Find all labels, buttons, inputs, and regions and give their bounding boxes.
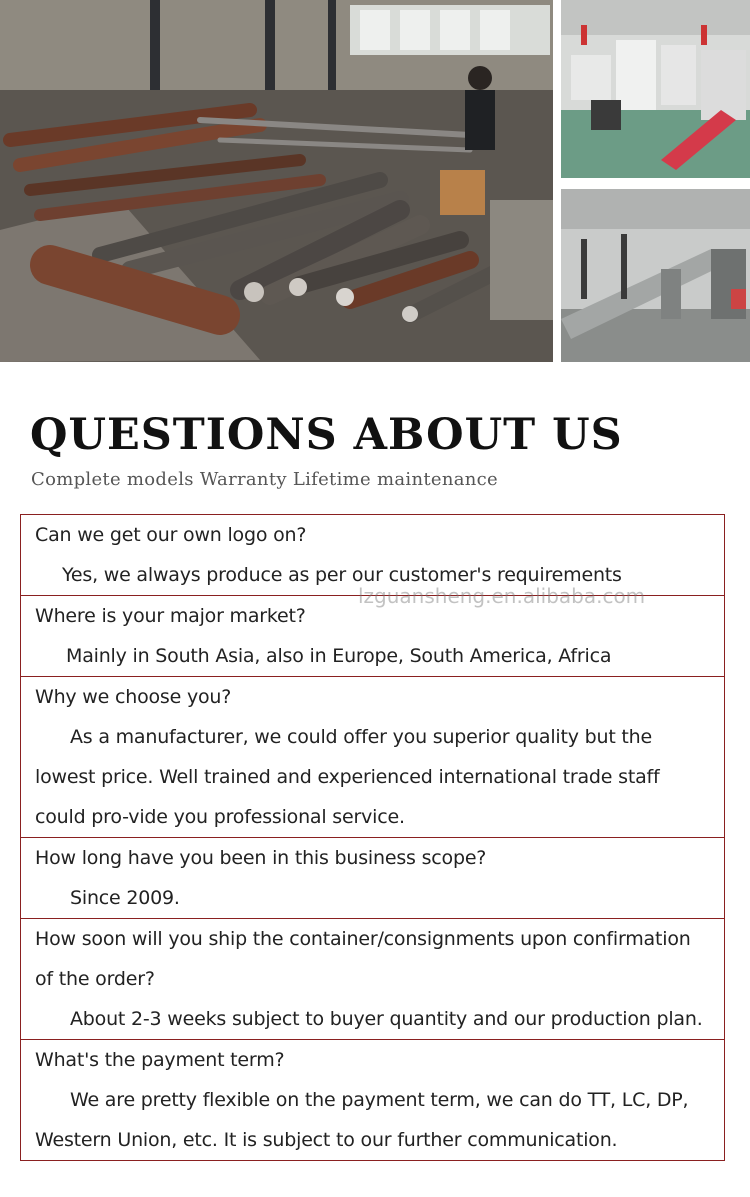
faq-question: What's the payment term?	[35, 1049, 285, 1071]
factory-workshop-photo	[0, 0, 553, 362]
faq-item-payment	[21, 1039, 724, 1160]
faq-answer: Mainly in South Asia, also in Europe, South America, Africa	[66, 645, 612, 667]
faq-item-logo	[21, 515, 724, 595]
faq-question: How long have you been in this business scope?	[35, 847, 487, 869]
page-title: QUESTIONS ABOUT US	[30, 410, 623, 460]
photo-collage	[0, 0, 750, 362]
faq-item-experience	[21, 837, 724, 918]
watermark-text: lzguansheng.en.alibaba.com	[358, 584, 646, 608]
faq-question: Can we get our own logo on?	[35, 524, 307, 546]
faq-answer: About 2-3 weeks subject to buyer quantity and our production plan.	[70, 1008, 703, 1030]
faq-table	[20, 514, 725, 1161]
faq-question: How soon will you ship the container/consignments upon confirmation of the order?	[35, 928, 691, 990]
faq-item-why-us	[21, 676, 724, 837]
page-subtitle: Complete models Warranty Lifetime maintenance	[31, 469, 498, 490]
faq-question: Where is your major market?	[35, 605, 306, 627]
faq-answer: Yes, we always produce as per our customer's requirements	[62, 564, 622, 586]
faq-answer: Since 2009.	[70, 887, 180, 909]
faq-answer: As a manufacturer, we could offer you superior quality but the lowest price. Well trained and experienced international trade staff could pro-vide you professional service.	[35, 726, 660, 828]
faq-question: Why we choose you?	[35, 686, 232, 708]
conveyor-machine-photo	[561, 189, 750, 362]
faq-answer: We are pretty flexible on the payment term, we can do TT, LC, DP, Western Union, etc. It is subject to our further communication.	[35, 1089, 689, 1151]
faq-item-shipping	[21, 918, 724, 1039]
production-line-photo	[561, 0, 750, 178]
